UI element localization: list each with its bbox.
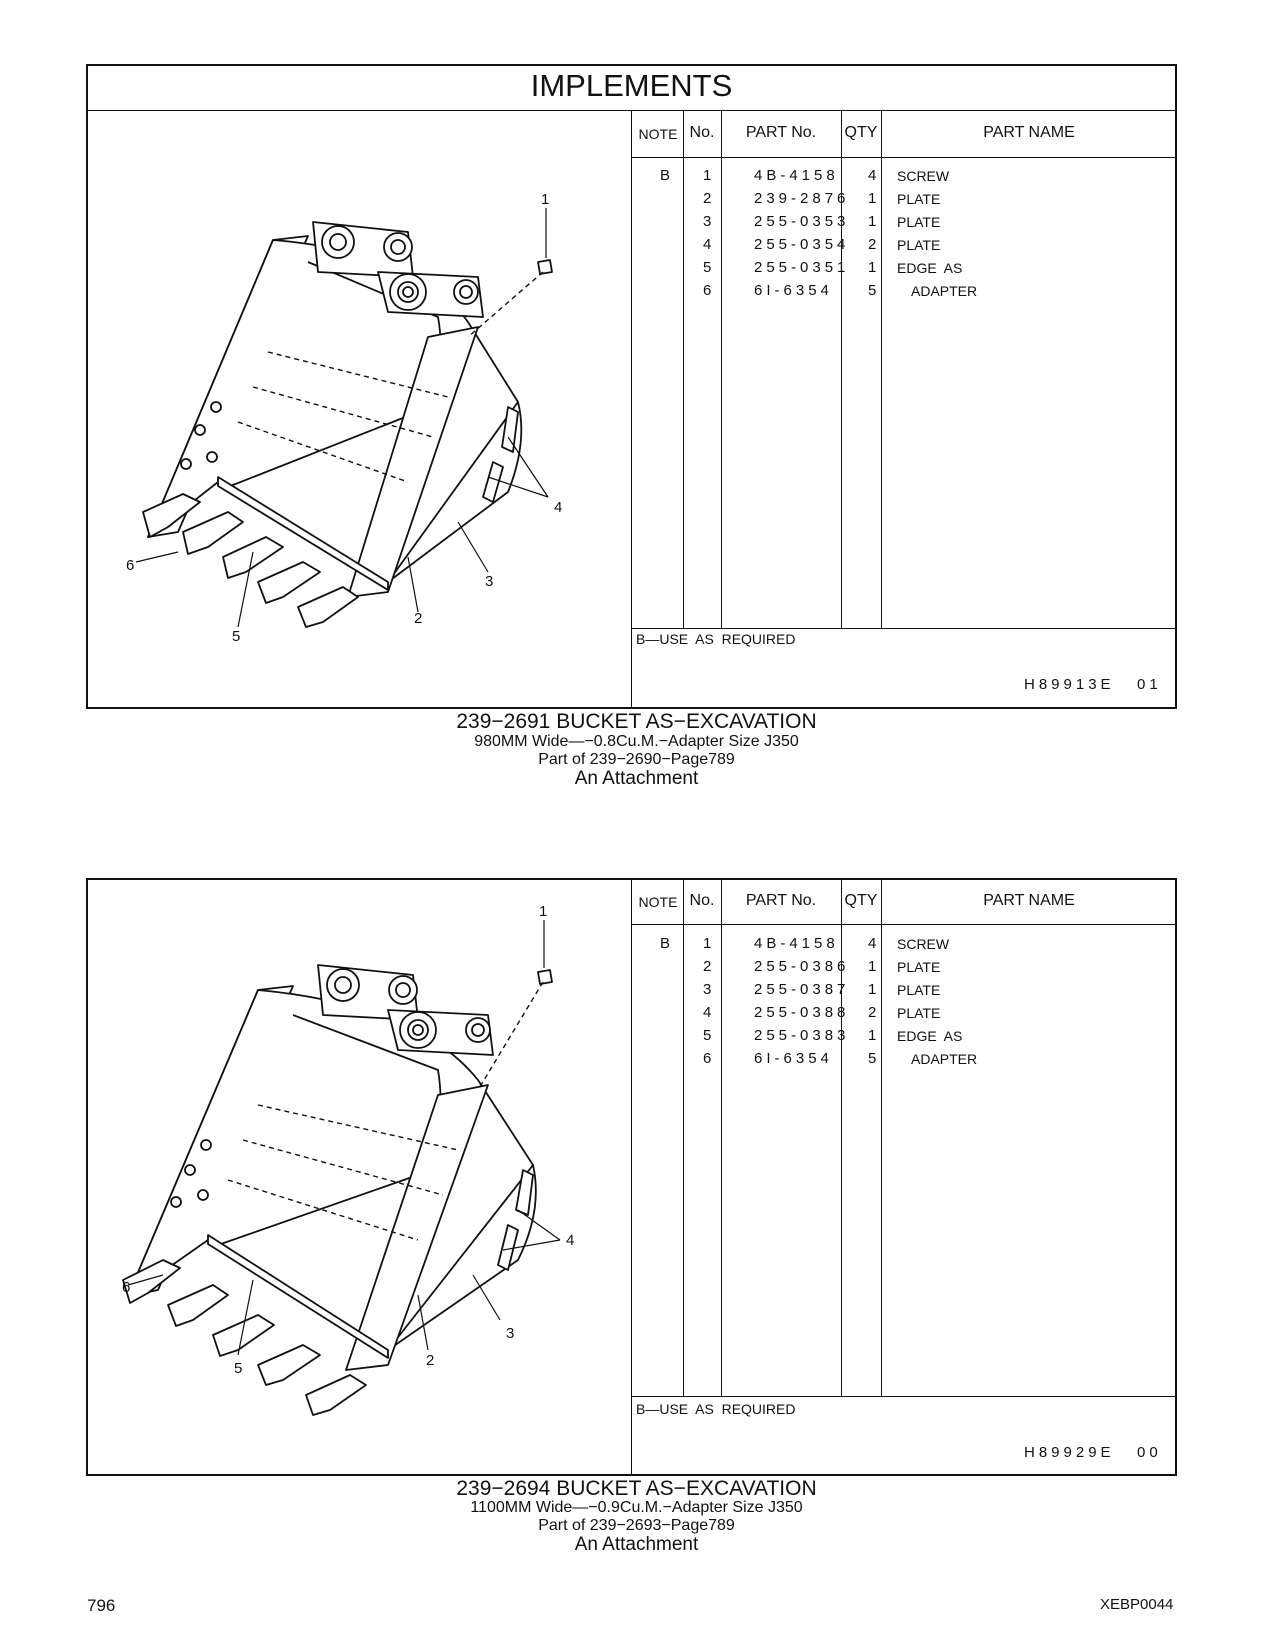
row-qty: 2 <box>868 1004 877 1021</box>
row-item-no: 5 <box>703 1027 712 1044</box>
callout-3: 3 <box>485 573 494 590</box>
row-part-no: 255-0386 <box>754 958 850 975</box>
header-no: No. <box>689 124 715 141</box>
caption-line2-2: Part of 239−2693−Page789 <box>538 1517 735 1534</box>
row-part-name: EDGE AS <box>897 1028 963 1044</box>
row-part-name: PLATE <box>897 1005 941 1021</box>
row-part-name: PLATE <box>897 982 941 998</box>
row-item-no: 3 <box>703 213 712 230</box>
row-part-name: PLATE <box>897 237 941 253</box>
row-item-no: 2 <box>703 190 712 207</box>
header-qty-2: QTY <box>844 892 878 909</box>
row-item-no: 6 <box>703 282 712 299</box>
row-part-name: ADAPTER <box>911 1051 978 1067</box>
row-qty: 1 <box>868 213 877 230</box>
row-part-name: SCREW <box>897 936 950 952</box>
row-part-name: PLATE <box>897 959 941 975</box>
callout-2b: 2 <box>426 1352 435 1369</box>
header-note: NOTE <box>638 126 678 142</box>
header-no-2: No. <box>689 892 715 909</box>
row-part-no: 255-0353 <box>754 213 850 230</box>
row-item-no: 3 <box>703 981 712 998</box>
row-item-no: 5 <box>703 259 712 276</box>
callout-3b: 3 <box>506 1325 515 1342</box>
page-title: IMPLEMENTS <box>530 68 733 103</box>
row-item-no: 4 <box>703 1004 712 1021</box>
callout-6b: 6 <box>122 1279 131 1296</box>
callout-5b: 5 <box>234 1360 243 1377</box>
drawing-rev-2: 00 <box>1137 1444 1162 1461</box>
drawing-code-1: H89913E <box>1024 676 1115 693</box>
row-qty: 5 <box>868 1050 877 1067</box>
bucket-diagram-2 <box>88 880 629 1474</box>
callout-1b: 1 <box>539 903 548 920</box>
drawing-rev-1: 01 <box>1137 676 1162 693</box>
caption-line3-1: An Attachment <box>574 768 699 789</box>
row-part-no: 255-0354 <box>754 236 850 253</box>
header-qty: QTY <box>844 124 878 141</box>
row-part-name: SCREW <box>897 168 950 184</box>
row-item-no: 6 <box>703 1050 712 1067</box>
row-part-no: 255-0387 <box>754 981 850 998</box>
row-note: B <box>660 167 671 184</box>
header-part-name: PART NAME <box>983 124 1075 141</box>
row-part-no: 6I-6354 <box>754 282 833 299</box>
caption-line3-2: An Attachment <box>574 1534 699 1555</box>
caption-title-2: 239−2694 BUCKET AS−EXCAVATION <box>456 1477 817 1500</box>
row-part-name: ADAPTER <box>911 283 978 299</box>
row-qty: 5 <box>868 282 877 299</box>
row-qty: 4 <box>868 935 877 952</box>
caption-line1-1: 980MM Wide—−0.8Cu.M.−Adapter Size J350 <box>474 733 799 750</box>
row-item-no: 1 <box>703 167 712 184</box>
header-note-2: NOTE <box>638 894 678 910</box>
row-part-name: PLATE <box>897 191 941 207</box>
callout-4b: 4 <box>566 1232 575 1249</box>
row-part-no: 4B-4158 <box>754 167 839 184</box>
row-qty: 4 <box>868 167 877 184</box>
header-part-name-2: PART NAME <box>983 892 1075 909</box>
header-part-no: PART No. <box>745 124 817 141</box>
row-part-no: 239-2876 <box>754 190 850 207</box>
row-part-name: PLATE <box>897 214 941 230</box>
callout-2: 2 <box>414 610 423 627</box>
page-number: 796 <box>87 1596 116 1615</box>
callout-5: 5 <box>232 628 241 645</box>
caption-title-1: 239−2691 BUCKET AS−EXCAVATION <box>456 710 817 733</box>
row-qty: 1 <box>868 1027 877 1044</box>
row-item-no: 2 <box>703 958 712 975</box>
row-qty: 2 <box>868 236 877 253</box>
row-part-name: EDGE AS <box>897 260 963 276</box>
row-item-no: 4 <box>703 236 712 253</box>
drawing-code-2: H89929E <box>1024 1444 1115 1461</box>
doc-code: XEBP0044 <box>1100 1596 1174 1613</box>
footnote-2: B—USE AS REQUIRED <box>636 1401 796 1417</box>
header-part-no-2: PART No. <box>745 892 817 909</box>
row-part-no: 255-0351 <box>754 259 850 276</box>
callout-1: 1 <box>541 191 550 208</box>
callout-4: 4 <box>554 499 563 516</box>
row-part-no: 255-0388 <box>754 1004 850 1021</box>
caption-line2-1: Part of 239−2690−Page789 <box>538 751 735 768</box>
row-item-no: 1 <box>703 935 712 952</box>
footnote-1: B—USE AS REQUIRED <box>636 631 796 647</box>
row-note: B <box>660 935 671 952</box>
row-part-no: 4B-4158 <box>754 935 839 952</box>
callout-6: 6 <box>126 557 135 574</box>
bucket-diagram-1 <box>88 112 629 707</box>
row-part-no: 255-0383 <box>754 1027 850 1044</box>
row-qty: 1 <box>868 190 877 207</box>
row-qty: 1 <box>868 259 877 276</box>
row-qty: 1 <box>868 981 877 998</box>
caption-line1-2: 1100MM Wide—−0.9Cu.M.−Adapter Size J350 <box>470 1499 803 1516</box>
row-part-no: 6I-6354 <box>754 1050 833 1067</box>
row-qty: 1 <box>868 958 877 975</box>
